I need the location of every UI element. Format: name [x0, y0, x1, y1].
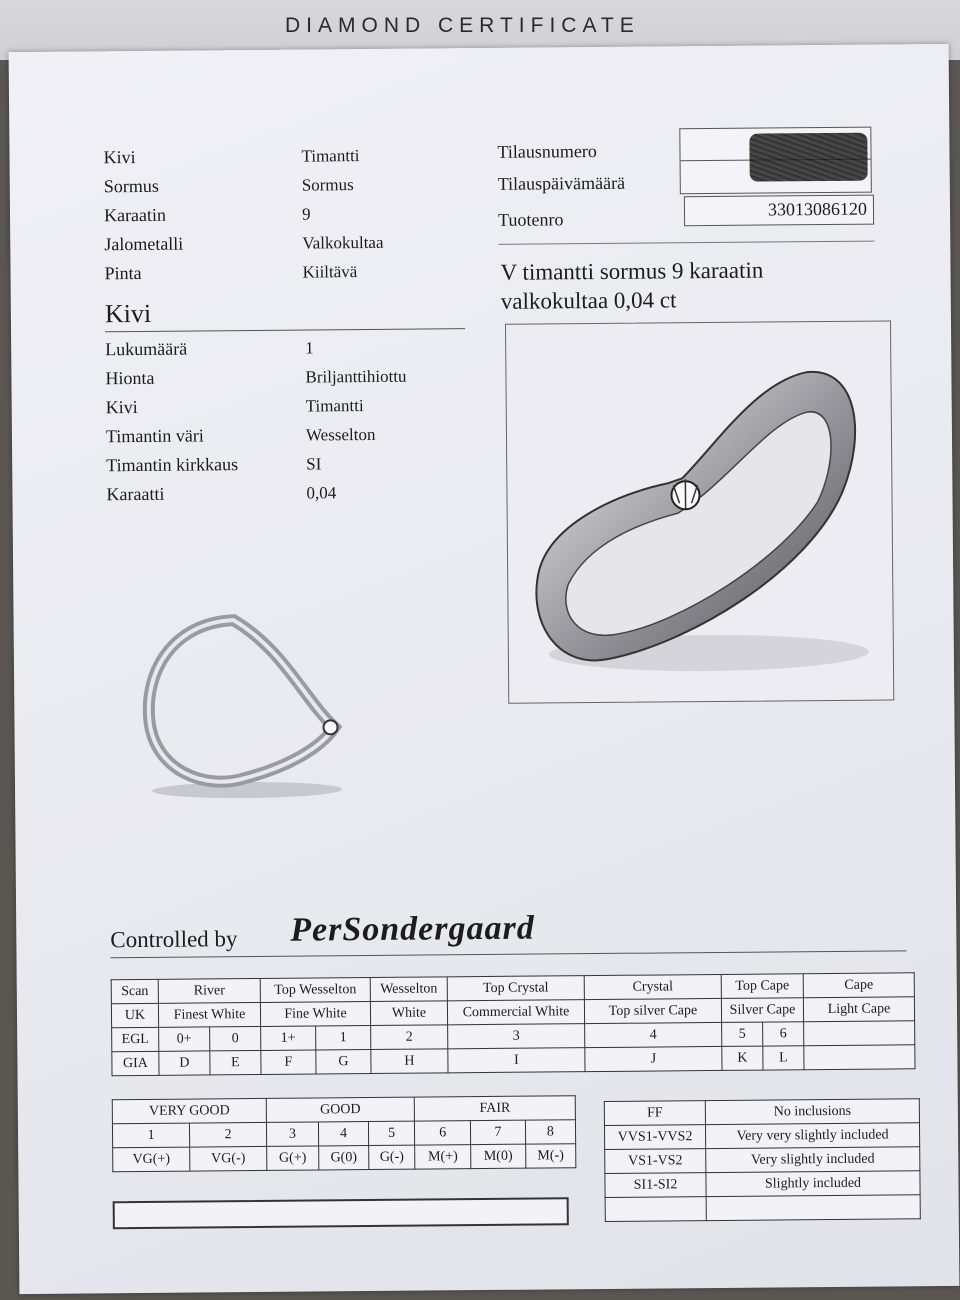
table-cell: Cape	[803, 973, 914, 998]
table-cell: J	[585, 1046, 722, 1071]
certificate-sheet	[9, 44, 960, 1294]
divider	[105, 328, 465, 332]
product-number-value: 33013086120	[767, 198, 868, 220]
table-cell: EGL	[112, 1027, 159, 1051]
stone-value: SI	[306, 454, 322, 474]
table-cell: H	[371, 1049, 448, 1074]
table-row	[113, 1144, 576, 1172]
ring-drawing	[506, 321, 893, 702]
table-cell: 1+	[261, 1026, 316, 1050]
ring-photo	[133, 609, 355, 801]
stone-value: Wesselton	[305, 424, 376, 445]
color-grade-table	[111, 972, 916, 1076]
table-cell: FAIR	[414, 1096, 575, 1121]
stone-label: Karaatti	[106, 483, 165, 505]
table-cell: Finest White	[158, 1002, 260, 1027]
table-cell	[804, 1045, 915, 1070]
table-cell: M(+)	[415, 1145, 471, 1169]
stone-value: Briljanttihiottu	[305, 366, 407, 387]
spec-value: Kiiltävä	[302, 262, 358, 282]
stone-value: 0,04	[306, 483, 337, 503]
table-row	[605, 1195, 920, 1222]
spec-value: Sormus	[301, 175, 354, 195]
controlled-by-label: Controlled by	[110, 926, 238, 953]
table-cell: G(+)	[267, 1146, 319, 1170]
spec-value: Timantti	[301, 146, 360, 166]
table-cell: 4	[318, 1122, 368, 1146]
stone-label: Kivi	[105, 397, 138, 418]
table-cell: FF	[604, 1101, 705, 1126]
table-cell: VERY GOOD	[112, 1098, 266, 1123]
ring-illustration	[505, 320, 894, 703]
clarity-table	[604, 1098, 921, 1222]
product-number-box	[684, 195, 874, 227]
spec-value: Valkokultaa	[302, 232, 384, 253]
table-cell: 0	[210, 1026, 261, 1050]
table-cell: 2	[371, 1025, 448, 1050]
table-cell: 5	[722, 1022, 763, 1046]
table-cell: VG(+)	[113, 1147, 190, 1172]
table-cell: VS1-VS2	[605, 1149, 706, 1174]
table-cell: D	[159, 1051, 210, 1075]
spec-label: Pinta	[104, 262, 142, 284]
order-number-label: Tilausnumero	[497, 140, 597, 162]
table-cell: E	[210, 1050, 261, 1074]
order-date-label: Tilauspäivämäärä	[497, 172, 626, 194]
stone-section-title: Kivi	[104, 298, 152, 329]
spec-label: Karaatin	[103, 204, 167, 226]
table-cell: Very very slightly included	[705, 1123, 919, 1149]
table-cell: 0+	[159, 1027, 210, 1051]
product-name	[500, 256, 763, 316]
stone-label: Lukumäärä	[105, 338, 188, 360]
table-cell: G(0)	[319, 1146, 369, 1170]
table-cell: 1	[112, 1123, 189, 1148]
spec-label: Kivi	[103, 147, 136, 168]
signature: PerSondergaard	[290, 909, 535, 949]
table-row	[604, 1123, 919, 1150]
table-cell	[706, 1195, 920, 1221]
table-cell: Slightly included	[706, 1171, 920, 1197]
table-cell: Commercial White	[447, 1000, 584, 1025]
table-cell: Very slightly included	[706, 1147, 920, 1173]
table-cell: I	[448, 1048, 585, 1073]
divider	[498, 241, 874, 245]
table-cell: Crystal	[584, 974, 721, 999]
table-cell: L	[763, 1046, 804, 1070]
spec-label: Jalometalli	[104, 233, 184, 255]
stone-value: 1	[305, 338, 314, 358]
table-cell: K	[722, 1046, 763, 1070]
table-cell: 7	[471, 1120, 526, 1144]
redaction-scribble	[749, 133, 867, 182]
table-cell: SI1-SI2	[605, 1173, 706, 1198]
table-cell: 3	[448, 1024, 585, 1049]
table-cell: M(-)	[525, 1144, 575, 1168]
table-row	[605, 1147, 920, 1174]
table-cell: G	[316, 1050, 371, 1074]
table-cell: M(0)	[471, 1144, 526, 1168]
stone-label: Timantin kirkkaus	[106, 454, 239, 476]
cut-grade-table	[112, 1095, 577, 1172]
table-cell: Wesselton	[370, 977, 447, 1002]
table-cell	[804, 1021, 915, 1046]
table-cell: 6	[415, 1121, 471, 1145]
table-cell: Top Crystal	[447, 976, 584, 1001]
table-cell: No inclusions	[705, 1099, 919, 1125]
product-name-line1: V timantti sormus 9 karaatin	[500, 257, 764, 285]
table-cell: Light Cape	[803, 997, 914, 1022]
table-cell: 8	[525, 1120, 575, 1144]
table-cell: White	[370, 1001, 447, 1026]
table-cell: Top Wesselton	[260, 978, 370, 1003]
table-cell: Fine White	[260, 1002, 370, 1027]
table-cell: Scan	[111, 979, 158, 1003]
stone-label: Timantin väri	[105, 425, 204, 447]
certificate-title: DIAMOND CERTIFICATE	[285, 14, 640, 37]
product-name-line2: valkokultaa 0,04 ct	[500, 287, 677, 314]
table-cell: GOOD	[266, 1097, 414, 1122]
table-cell: River	[158, 978, 260, 1003]
table-cell: 3	[266, 1122, 318, 1146]
table-cell: Top Cape	[721, 974, 803, 999]
table-cell: F	[261, 1050, 316, 1074]
product-number-label: Tuotenro	[497, 209, 564, 230]
table-cell: Silver Cape	[721, 998, 803, 1023]
stone-label: Hionta	[105, 367, 155, 389]
table-row	[605, 1171, 920, 1198]
table-cell: VG(-)	[190, 1146, 267, 1171]
stone-icon	[323, 720, 337, 734]
table-cell: VVS1-VVS2	[604, 1125, 705, 1150]
table-cell: GIA	[112, 1051, 159, 1075]
table-cell: UK	[111, 1003, 158, 1027]
table-cell	[605, 1197, 706, 1222]
table-cell: Top silver Cape	[584, 998, 721, 1023]
table-cell: 2	[189, 1122, 266, 1147]
spec-value: 9	[301, 204, 311, 224]
table-row	[604, 1099, 919, 1126]
table-cell: 5	[369, 1121, 415, 1145]
spec-label: Sormus	[103, 175, 159, 197]
notes-bar	[113, 1197, 569, 1229]
table-cell: 6	[763, 1022, 804, 1046]
table-cell: G(-)	[369, 1145, 415, 1169]
table-cell: 4	[585, 1022, 722, 1047]
table-cell: 1	[316, 1026, 371, 1050]
stone-value: Timantti	[305, 396, 364, 416]
